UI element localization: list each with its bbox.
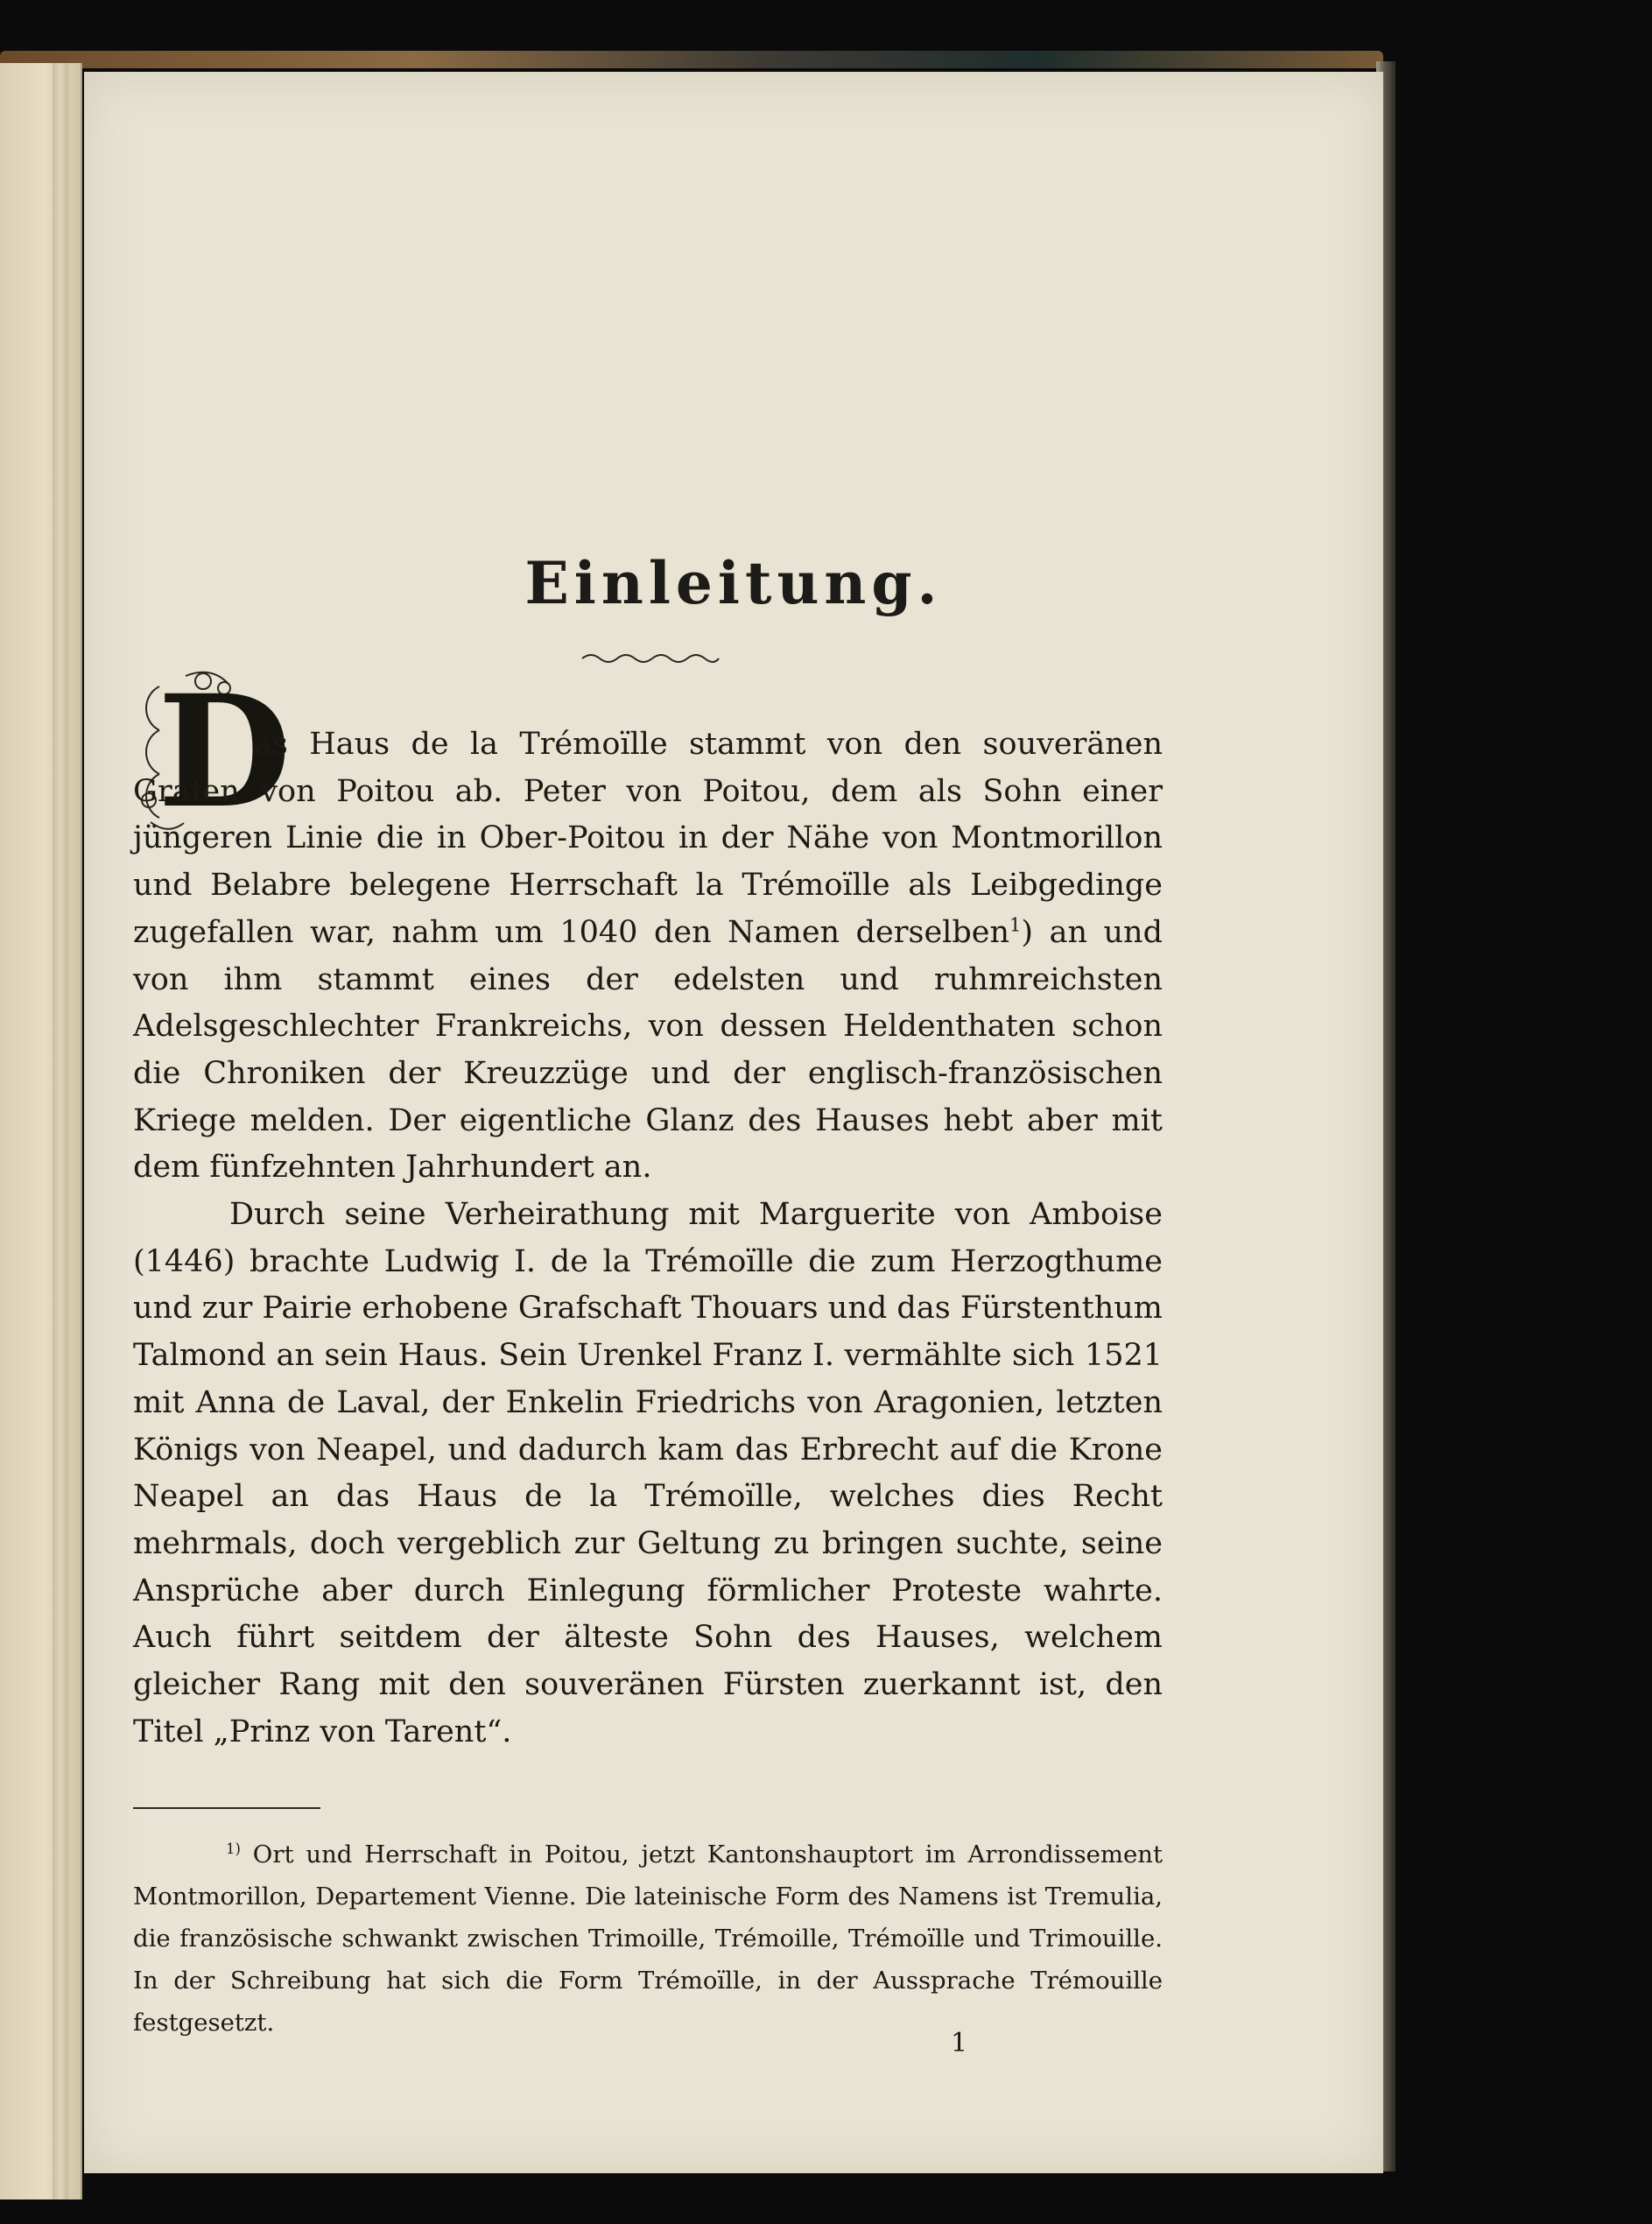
page-number: 1	[951, 2028, 968, 2059]
chapter-heading: Einleitung.	[524, 549, 943, 617]
drop-cap: D	[158, 661, 292, 842]
footnote-marker: 1)	[226, 1840, 241, 1857]
paragraph: as Haus de la Trémoïlle stammt von den souveränen Grafen von Poitou ab. Peter von Poitou, dem als Sohn einer jüngeren Linie die in Ober-Poitou in der Nähe von Montmorillon und Belabre belegene Herrschaft la Trémoïlle als Leibgedinge zugefallen war, nahm um 1040 den Namen derselben$^1$) an und von ihm stammt eines der edelsten und ruhmreichsten Adelsgeschlechter Frankreichs, von dessen Heldenthaten schon die Chroniken der Kreuzzüge und der englisch-französischen Kriege melden. Der eigentliche Glanz des Hauses hebt aber mit dem fünfzehnten Jahrhundert an.	[133, 727, 1163, 1186]
book-gutter	[53, 63, 68, 2199]
facing-page-edge	[0, 63, 82, 2199]
footnote-reference: 1	[1009, 914, 1022, 936]
book-cover-edge	[0, 51, 1383, 68]
paragraph-text: an und von ihm stammt eines der edelsten und ruhmreichsten Adelsgeschlechter Frankreichs, von dessen Heldenthaten schon die Chroniken der Kreuzzüge und der englisch-französischen Kriege melden. Der eigentliche Glanz des Hauses hebt aber mit dem fünfzehnten Jahrhundert an.	[133, 914, 1163, 1186]
paragraph-text: as Haus de la Trémoïlle stammt von den souveränen Grafen von Poitou ab. Peter von Poitou, dem als Sohn einer jüngeren Linie die in Ober-Poitou in der Nähe von Montmorillon und Belabre belegene Herrschaft la Trémoïlle als Leibgedinge zugefallen war, nahm um 1040 den Namen derselben	[133, 727, 1163, 950]
paragraph: Durch seine Verheirathung mit Marguerite von Amboise (1446) brachte Ludwig I. de la Trémoïlle die zum Herzogthume und zur Pairie erhobene Grafschaft Thouars und das Fürstenthum Talmond an sein Haus. Sein Urenkel Franz I. vermählte sich 1521 mit Anna de Laval, der Enkelin Friedrichs von Aragonien, letzten Königs von Neapel, und dadurch kam das Erbrecht auf die Krone Neapel an das Haus de la Trémoïlle, welches dies Recht mehrmals, doch vergeblich zur Geltung zu bringen suchte, seine Ansprüche aber durch Einlegung förmlicher Proteste wahrte. Auch führt seitdem der älteste Sohn des Hauses, welchem gleicher Rang mit den souveränen Fürsten zuerkannt ist, den Titel „Prinz von Tarent“.	[133, 1197, 1163, 1749]
footnote-text: Ort und Herrschaft in Poitou, jetzt Kantonshauptort im Arrondissement Montmorillon, Departement Vienne. Die lateinische Form des Namens ist Tremulia, die französische schwankt zwischen Trimoille, Trémoille, Trémoïlle und Trimouille. In der Schreibung hat sich die Form Trémoïlle, in der Aussprache Trémouille festgesetzt.	[133, 1840, 1163, 2037]
footnote-divider	[133, 1807, 320, 1809]
body-text	[133, 721, 1163, 1756]
ornament-divider	[580, 650, 721, 667]
footnote	[133, 1833, 1163, 2044]
book-page	[84, 72, 1383, 2173]
